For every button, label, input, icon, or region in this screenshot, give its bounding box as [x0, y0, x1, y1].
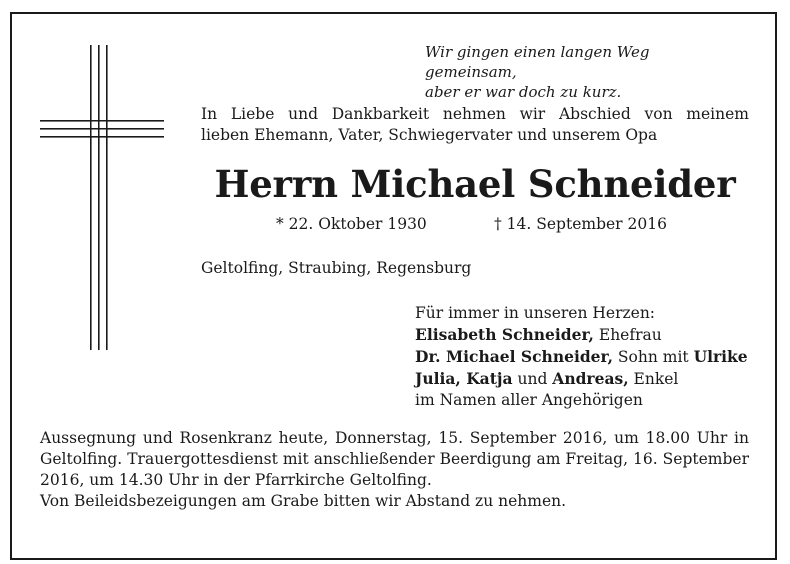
mourner-relation: Ehefrau — [593, 326, 662, 344]
mourner-name: Julia, Katja — [415, 369, 513, 388]
deceased-name: Herrn Michael Schneider — [214, 162, 736, 206]
intro-text — [201, 104, 749, 146]
mourner-name: Dr. Michael Schneider, — [415, 347, 613, 366]
mourner-connector: und — [512, 370, 553, 388]
mourner-name: Andreas, — [552, 369, 629, 388]
quote-line-2: aber er war doch zu kurz. — [425, 83, 622, 101]
service-paragraph: Aussegnung und Rosenkranz heute, Donnerstag, 15. September 2016, um 18.00 Uhr in Geltolfing. Trauergottesdienst mit anschließender Beerdigung am Freitag, 16. September 2016, um 14.30 Uhr in der Pfarrkirche Geltolfing. — [40, 429, 749, 489]
condolence-request: Von Beileidsbezeigungen am Grabe bitten wir Abstand zu nehmen. — [40, 492, 567, 510]
quote-line-1: Wir gingen einen langen Weg gemeinsam, — [425, 43, 650, 81]
mourners-heading: Für immer in unseren Herzen: — [415, 304, 656, 322]
mourner-line-3 — [415, 368, 755, 390]
intro-line-2: lieben Ehemann, Vater, Schwiegervater und unserem Opa — [201, 126, 658, 144]
mourner-relation: Sohn mit — [612, 348, 694, 366]
birth-date: * 22. Oktober 1930 — [276, 215, 427, 233]
mourner-line-1 — [415, 324, 755, 346]
quote — [425, 42, 745, 102]
mourners-block — [415, 303, 755, 411]
mourner-line-2 — [415, 346, 755, 368]
mourner-relation: Enkel — [628, 370, 679, 388]
mourners-closing: im Namen aller Angehörigen — [415, 391, 643, 409]
places: Geltolfing, Straubing, Regensburg — [201, 259, 472, 277]
cross-icon — [40, 45, 168, 350]
intro-line-1: In Liebe und Dankbarkeit nehmen wir Abschied von meinem — [201, 105, 749, 123]
mourner-name: Elisabeth Schneider, — [415, 325, 594, 344]
death-date: † 14. September 2016 — [494, 215, 667, 233]
mourner-name: Ulrike — [693, 347, 748, 366]
service-info — [40, 428, 749, 512]
